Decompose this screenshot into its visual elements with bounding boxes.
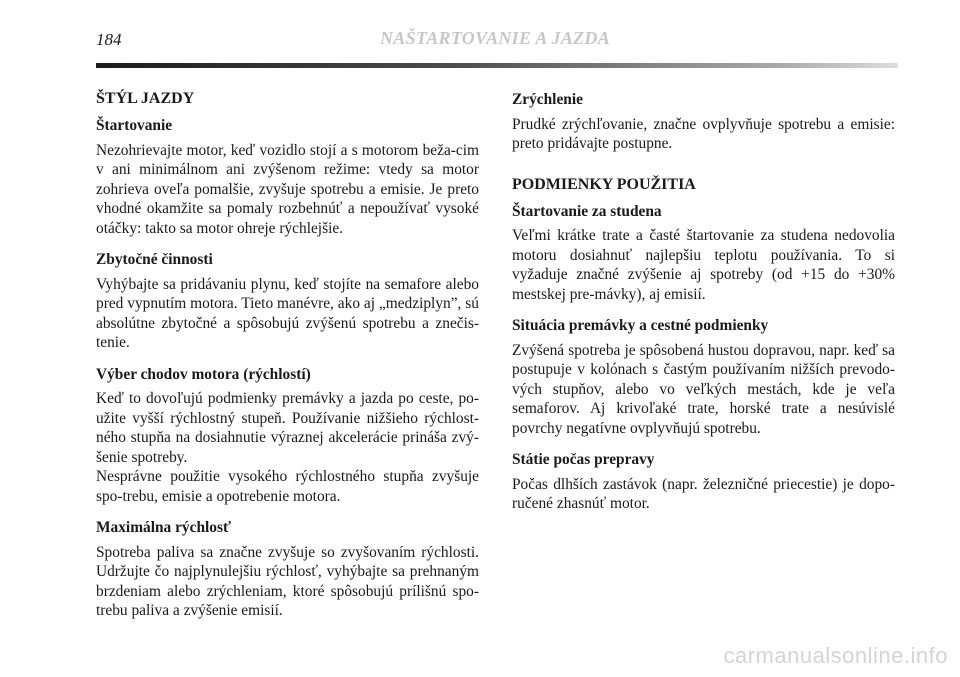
paragraph-cold-start: Veľmi krátke trate a časté štartovanie za studena nedovolia motoru dosiahnuť najlepšiu teplotu používania. To si vyžaduje značné zvýšenie aj spotreby (od +15 do +30% mestskej pre-mávky), aj emisií. <box>512 227 895 303</box>
page-number: 184 <box>96 30 122 49</box>
paragraph-stopping: Počas dlhších zastávok (napr. železničné priecestie) je dopo-ručené zhasnúť motor. <box>512 475 895 512</box>
subsection-title-unnecessary-actions: Zbytočné činnosti <box>96 251 213 268</box>
subsection-title-stopping: Státie počas prepravy <box>512 451 655 468</box>
paragraph-max-speed: Spotreba paliva sa značne zvyšuje so zvyšovaním rýchlosti. Udržujte čo najplynulejšiu rýchlosť, vyhýbajte sa prehnaným brzdeniam alebo zrýchleniam, ktoré spôsobujú prílišnú spo-trebu paliva a zvýšenie emisií. <box>96 543 479 619</box>
subsection-title-traffic-conditions: Situácia premávky a cestné podmienky <box>512 317 769 334</box>
header-rule <box>96 63 898 68</box>
subsection-title-cold-start: Štartovanie za studena <box>512 202 662 220</box>
paragraph-unnecessary-actions: Vyhýbajte sa pridávaniu plynu, keď stojíte na semafore alebo pred vypnutím motora. Tieto manévre, ako aj „medziplyn”, sú absolútne zbytočné a spôsobujú zvýšenú spotrebu a znečis-tenie. <box>96 275 479 351</box>
paragraph-gear-selection-2: Nesprávne použitie vysokého rýchlostného stupňa zvyšuje spo-trebu, emisie a opotrebenie motora. <box>96 468 479 505</box>
paragraph-acceleration: Prudké zrýchľovanie, značne ovplyvňuje spotrebu a emisie: preto pridávajte postupne. <box>512 115 895 152</box>
section-title-driving-style: ŠTÝL JAZDY <box>96 90 195 107</box>
left-column <box>96 88 479 633</box>
subsection-title-starting: Štartovanie <box>96 117 173 134</box>
paragraph-gear-selection-1: Keď to dovoľujú podmienky premávky a jazda po ceste, po-užite vyšší rýchlostný stupeň. Používanie nižšieho rýchlost-ného stupňa na dosiahnutie výraznej akcelerácie prináša zvý-šenie spotreby. <box>96 390 479 466</box>
right-column <box>512 88 895 526</box>
running-title: NAŠTARTOVANIE A JAZDA <box>380 28 611 48</box>
subsection-title-acceleration: Zrýchlenie <box>512 91 583 108</box>
paragraph-starting: Nezohrievajte motor, keď vozidlo stojí a s motorom beža-cim v ani minimálnom ani zvýšenom režime: vtedy sa motor zohrieva oveľa pomalšie, zvyšuje spotrebu a emisie. Je preto vhodné okamžite sa pomaly rozbehnúť a nepoužívať vysoké otáčky: takto sa motor ohreje rýchlejšie. <box>96 141 479 237</box>
watermark: carmanualsonline.info <box>723 643 948 668</box>
paragraph-traffic-conditions: Zvýšená spotreba je spôsobená hustou dopravou, napr. keď sa postupuje v kolónach s častým používaním nižších prevodo-vých stupňov, alebo vo veľkých mestách, kde je veľa semaforov. Aj krivoľaké trate, horské trate a nesúvislé povrchy negatívne ovplyvňujú spotrebu. <box>512 341 895 437</box>
subsection-title-max-speed: Maximálna rýchlosť <box>96 519 231 536</box>
subsection-title-gear-selection: Výber chodov motora (rýchlostí) <box>96 365 311 383</box>
section-title-conditions-of-use: PODMIENKY POUŽITIA <box>512 175 696 193</box>
